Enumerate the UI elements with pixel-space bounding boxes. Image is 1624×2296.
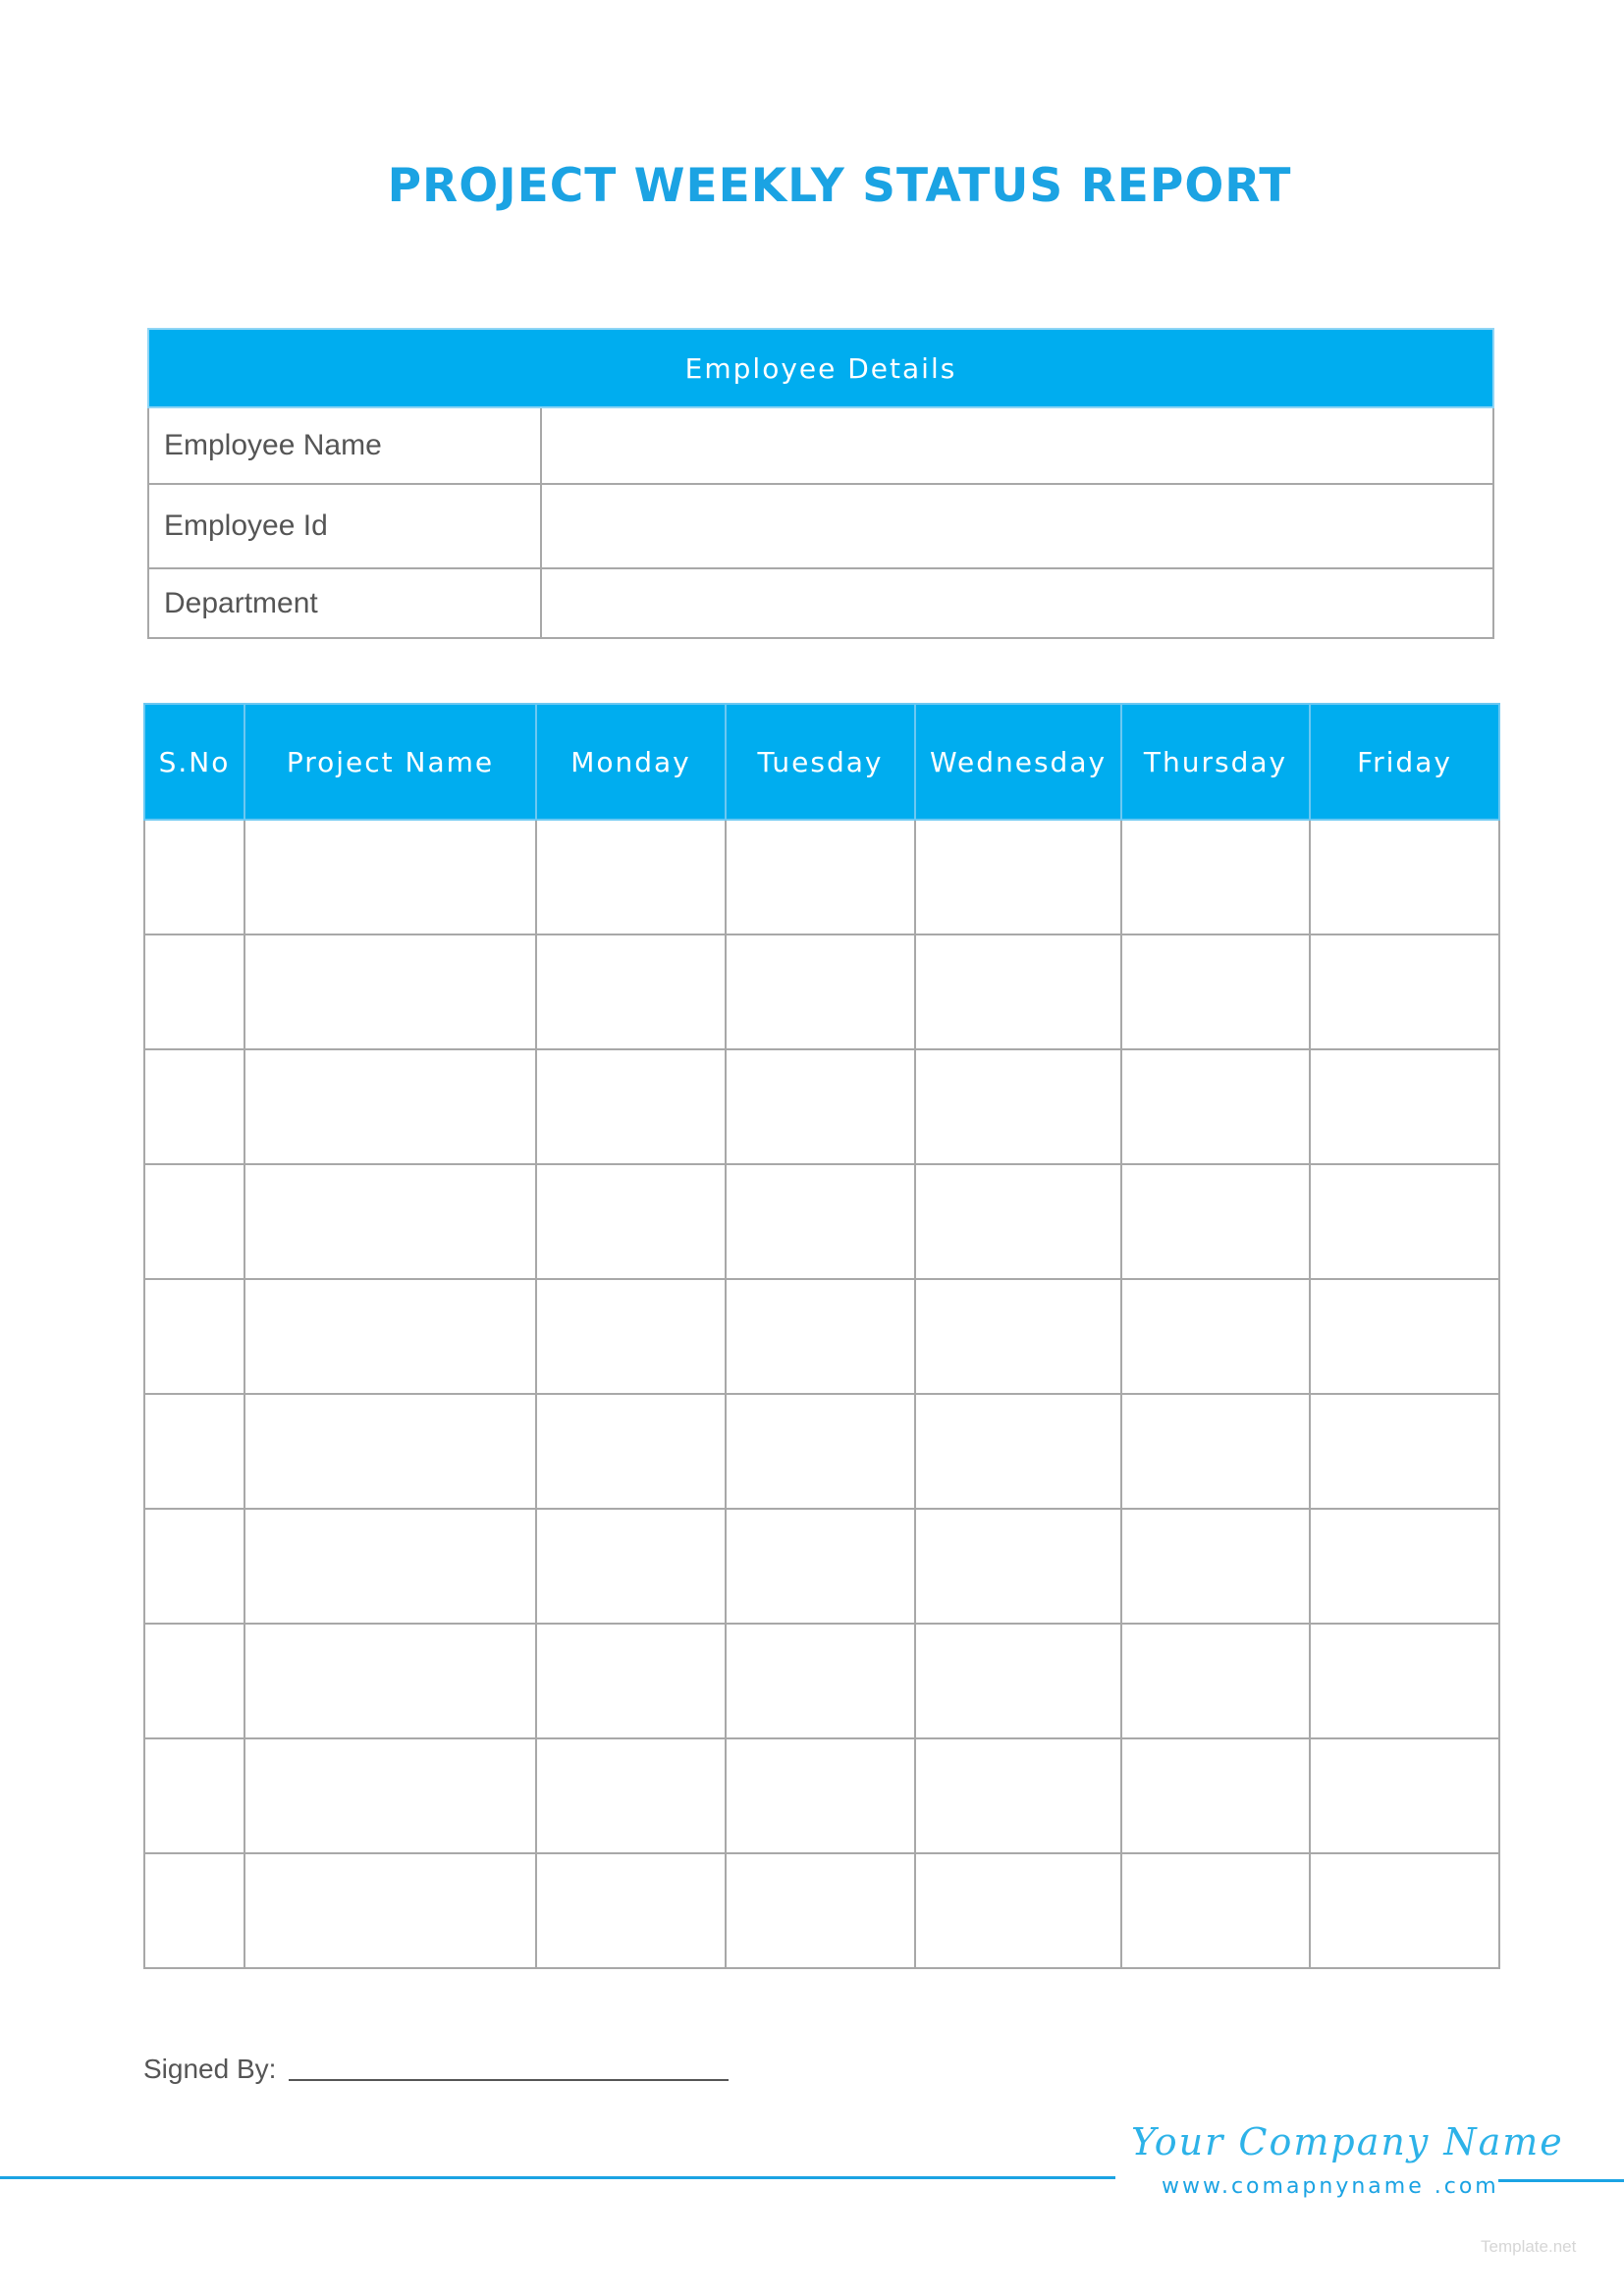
cell-sno[interactable] bbox=[144, 1624, 244, 1738]
cell-wednesday[interactable] bbox=[915, 1394, 1121, 1509]
cell-friday[interactable] bbox=[1310, 820, 1499, 934]
cell-project-name[interactable] bbox=[244, 1164, 536, 1279]
cell-sno[interactable] bbox=[144, 1853, 244, 1968]
department-field[interactable] bbox=[541, 568, 1493, 638]
employee-name-field[interactable] bbox=[541, 407, 1493, 484]
employee-id-field[interactable] bbox=[541, 484, 1493, 568]
cell-thursday[interactable] bbox=[1121, 1853, 1310, 1968]
column-header-wednesday: Wednesday bbox=[915, 704, 1121, 820]
cell-monday[interactable] bbox=[536, 1394, 726, 1509]
cell-friday[interactable] bbox=[1310, 1049, 1499, 1164]
cell-thursday[interactable] bbox=[1121, 934, 1310, 1049]
cell-project-name[interactable] bbox=[244, 1279, 536, 1394]
cell-friday[interactable] bbox=[1310, 1624, 1499, 1738]
cell-monday[interactable] bbox=[536, 1738, 726, 1853]
cell-project-name[interactable] bbox=[244, 1394, 536, 1509]
cell-wednesday[interactable] bbox=[915, 1049, 1121, 1164]
cell-thursday[interactable] bbox=[1121, 1624, 1310, 1738]
signed-by-label: Signed By: bbox=[143, 2054, 277, 2084]
cell-tuesday[interactable] bbox=[726, 934, 915, 1049]
cell-thursday[interactable] bbox=[1121, 1164, 1310, 1279]
cell-tuesday[interactable] bbox=[726, 1049, 915, 1164]
cell-project-name[interactable] bbox=[244, 1738, 536, 1853]
footer-divider-right bbox=[1498, 2179, 1624, 2182]
cell-sno[interactable] bbox=[144, 820, 244, 934]
cell-thursday[interactable] bbox=[1121, 1738, 1310, 1853]
table-row bbox=[144, 820, 1499, 934]
cell-tuesday[interactable] bbox=[726, 1853, 915, 1968]
cell-tuesday[interactable] bbox=[726, 1509, 915, 1624]
cell-wednesday[interactable] bbox=[915, 1279, 1121, 1394]
cell-wednesday[interactable] bbox=[915, 1624, 1121, 1738]
cell-project-name[interactable] bbox=[244, 1049, 536, 1164]
cell-project-name[interactable] bbox=[244, 934, 536, 1049]
cell-thursday[interactable] bbox=[1121, 1279, 1310, 1394]
employee-name-row bbox=[148, 407, 1493, 484]
cell-tuesday[interactable] bbox=[726, 1394, 915, 1509]
cell-friday[interactable] bbox=[1310, 934, 1499, 1049]
cell-sno[interactable] bbox=[144, 934, 244, 1049]
table-row bbox=[144, 1509, 1499, 1624]
cell-project-name[interactable] bbox=[244, 1853, 536, 1968]
cell-monday[interactable] bbox=[536, 1279, 726, 1394]
cell-monday[interactable] bbox=[536, 1853, 726, 1968]
cell-sno[interactable] bbox=[144, 1279, 244, 1394]
cell-friday[interactable] bbox=[1310, 1394, 1499, 1509]
cell-wednesday[interactable] bbox=[915, 1164, 1121, 1279]
table-row bbox=[144, 1624, 1499, 1738]
cell-tuesday[interactable] bbox=[726, 1279, 915, 1394]
cell-friday[interactable] bbox=[1310, 1164, 1499, 1279]
footer-divider-left bbox=[0, 2176, 1115, 2179]
employee-id-row bbox=[148, 484, 1493, 568]
watermark: Template.net bbox=[1481, 2237, 1577, 2256]
cell-project-name[interactable] bbox=[244, 820, 536, 934]
cell-monday[interactable] bbox=[536, 1049, 726, 1164]
cell-friday[interactable] bbox=[1310, 1279, 1499, 1394]
table-row bbox=[144, 1049, 1499, 1164]
company-name: Your Company Name bbox=[1131, 2120, 1564, 2163]
cell-wednesday[interactable] bbox=[915, 1509, 1121, 1624]
cell-wednesday[interactable] bbox=[915, 1853, 1121, 1968]
column-header-project-name: Project Name bbox=[244, 704, 536, 820]
cell-monday[interactable] bbox=[536, 1509, 726, 1624]
cell-monday[interactable] bbox=[536, 934, 726, 1049]
cell-monday[interactable] bbox=[536, 1164, 726, 1279]
employee-name-label: Employee Name bbox=[148, 407, 541, 484]
employee-details-header: Employee Details bbox=[148, 329, 1493, 407]
cell-sno[interactable] bbox=[144, 1049, 244, 1164]
cell-thursday[interactable] bbox=[1121, 1049, 1310, 1164]
cell-tuesday[interactable] bbox=[726, 1738, 915, 1853]
signature-line[interactable] bbox=[289, 2079, 729, 2081]
table-row bbox=[144, 1164, 1499, 1279]
cell-thursday[interactable] bbox=[1121, 1394, 1310, 1509]
weekly-table-header-row bbox=[144, 704, 1499, 820]
cell-tuesday[interactable] bbox=[726, 820, 915, 934]
page-title: PROJECT WEEKLY STATUS REPORT bbox=[387, 159, 1292, 213]
column-header-thursday: Thursday bbox=[1121, 704, 1310, 820]
cell-monday[interactable] bbox=[536, 820, 726, 934]
cell-friday[interactable] bbox=[1310, 1853, 1499, 1968]
column-header-monday: Monday bbox=[536, 704, 726, 820]
cell-sno[interactable] bbox=[144, 1394, 244, 1509]
cell-project-name[interactable] bbox=[244, 1509, 536, 1624]
weekly-status-table bbox=[143, 703, 1500, 1969]
department-label: Department bbox=[148, 568, 541, 638]
cell-sno[interactable] bbox=[144, 1738, 244, 1853]
table-row bbox=[144, 1738, 1499, 1853]
table-row bbox=[144, 1853, 1499, 1968]
table-row bbox=[144, 1279, 1499, 1394]
cell-wednesday[interactable] bbox=[915, 820, 1121, 934]
cell-thursday[interactable] bbox=[1121, 1509, 1310, 1624]
employee-details-table bbox=[147, 328, 1494, 639]
cell-project-name[interactable] bbox=[244, 1624, 536, 1738]
column-header-tuesday: Tuesday bbox=[726, 704, 915, 820]
weekly-table-body bbox=[144, 820, 1499, 1968]
table-row bbox=[144, 934, 1499, 1049]
cell-monday[interactable] bbox=[536, 1624, 726, 1738]
cell-tuesday[interactable] bbox=[726, 1624, 915, 1738]
cell-sno[interactable] bbox=[144, 1164, 244, 1279]
table-row bbox=[144, 1394, 1499, 1509]
cell-wednesday[interactable] bbox=[915, 1738, 1121, 1853]
cell-tuesday[interactable] bbox=[726, 1164, 915, 1279]
cell-wednesday[interactable] bbox=[915, 934, 1121, 1049]
cell-friday[interactable] bbox=[1310, 1509, 1499, 1624]
column-header-sno: S.No bbox=[144, 704, 244, 820]
department-row bbox=[148, 568, 1493, 638]
cell-thursday[interactable] bbox=[1121, 820, 1310, 934]
company-website: www.comapnyname .com bbox=[1162, 2174, 1499, 2199]
column-header-friday: Friday bbox=[1310, 704, 1499, 820]
cell-sno[interactable] bbox=[144, 1509, 244, 1624]
cell-friday[interactable] bbox=[1310, 1738, 1499, 1853]
employee-id-label: Employee Id bbox=[148, 484, 541, 568]
